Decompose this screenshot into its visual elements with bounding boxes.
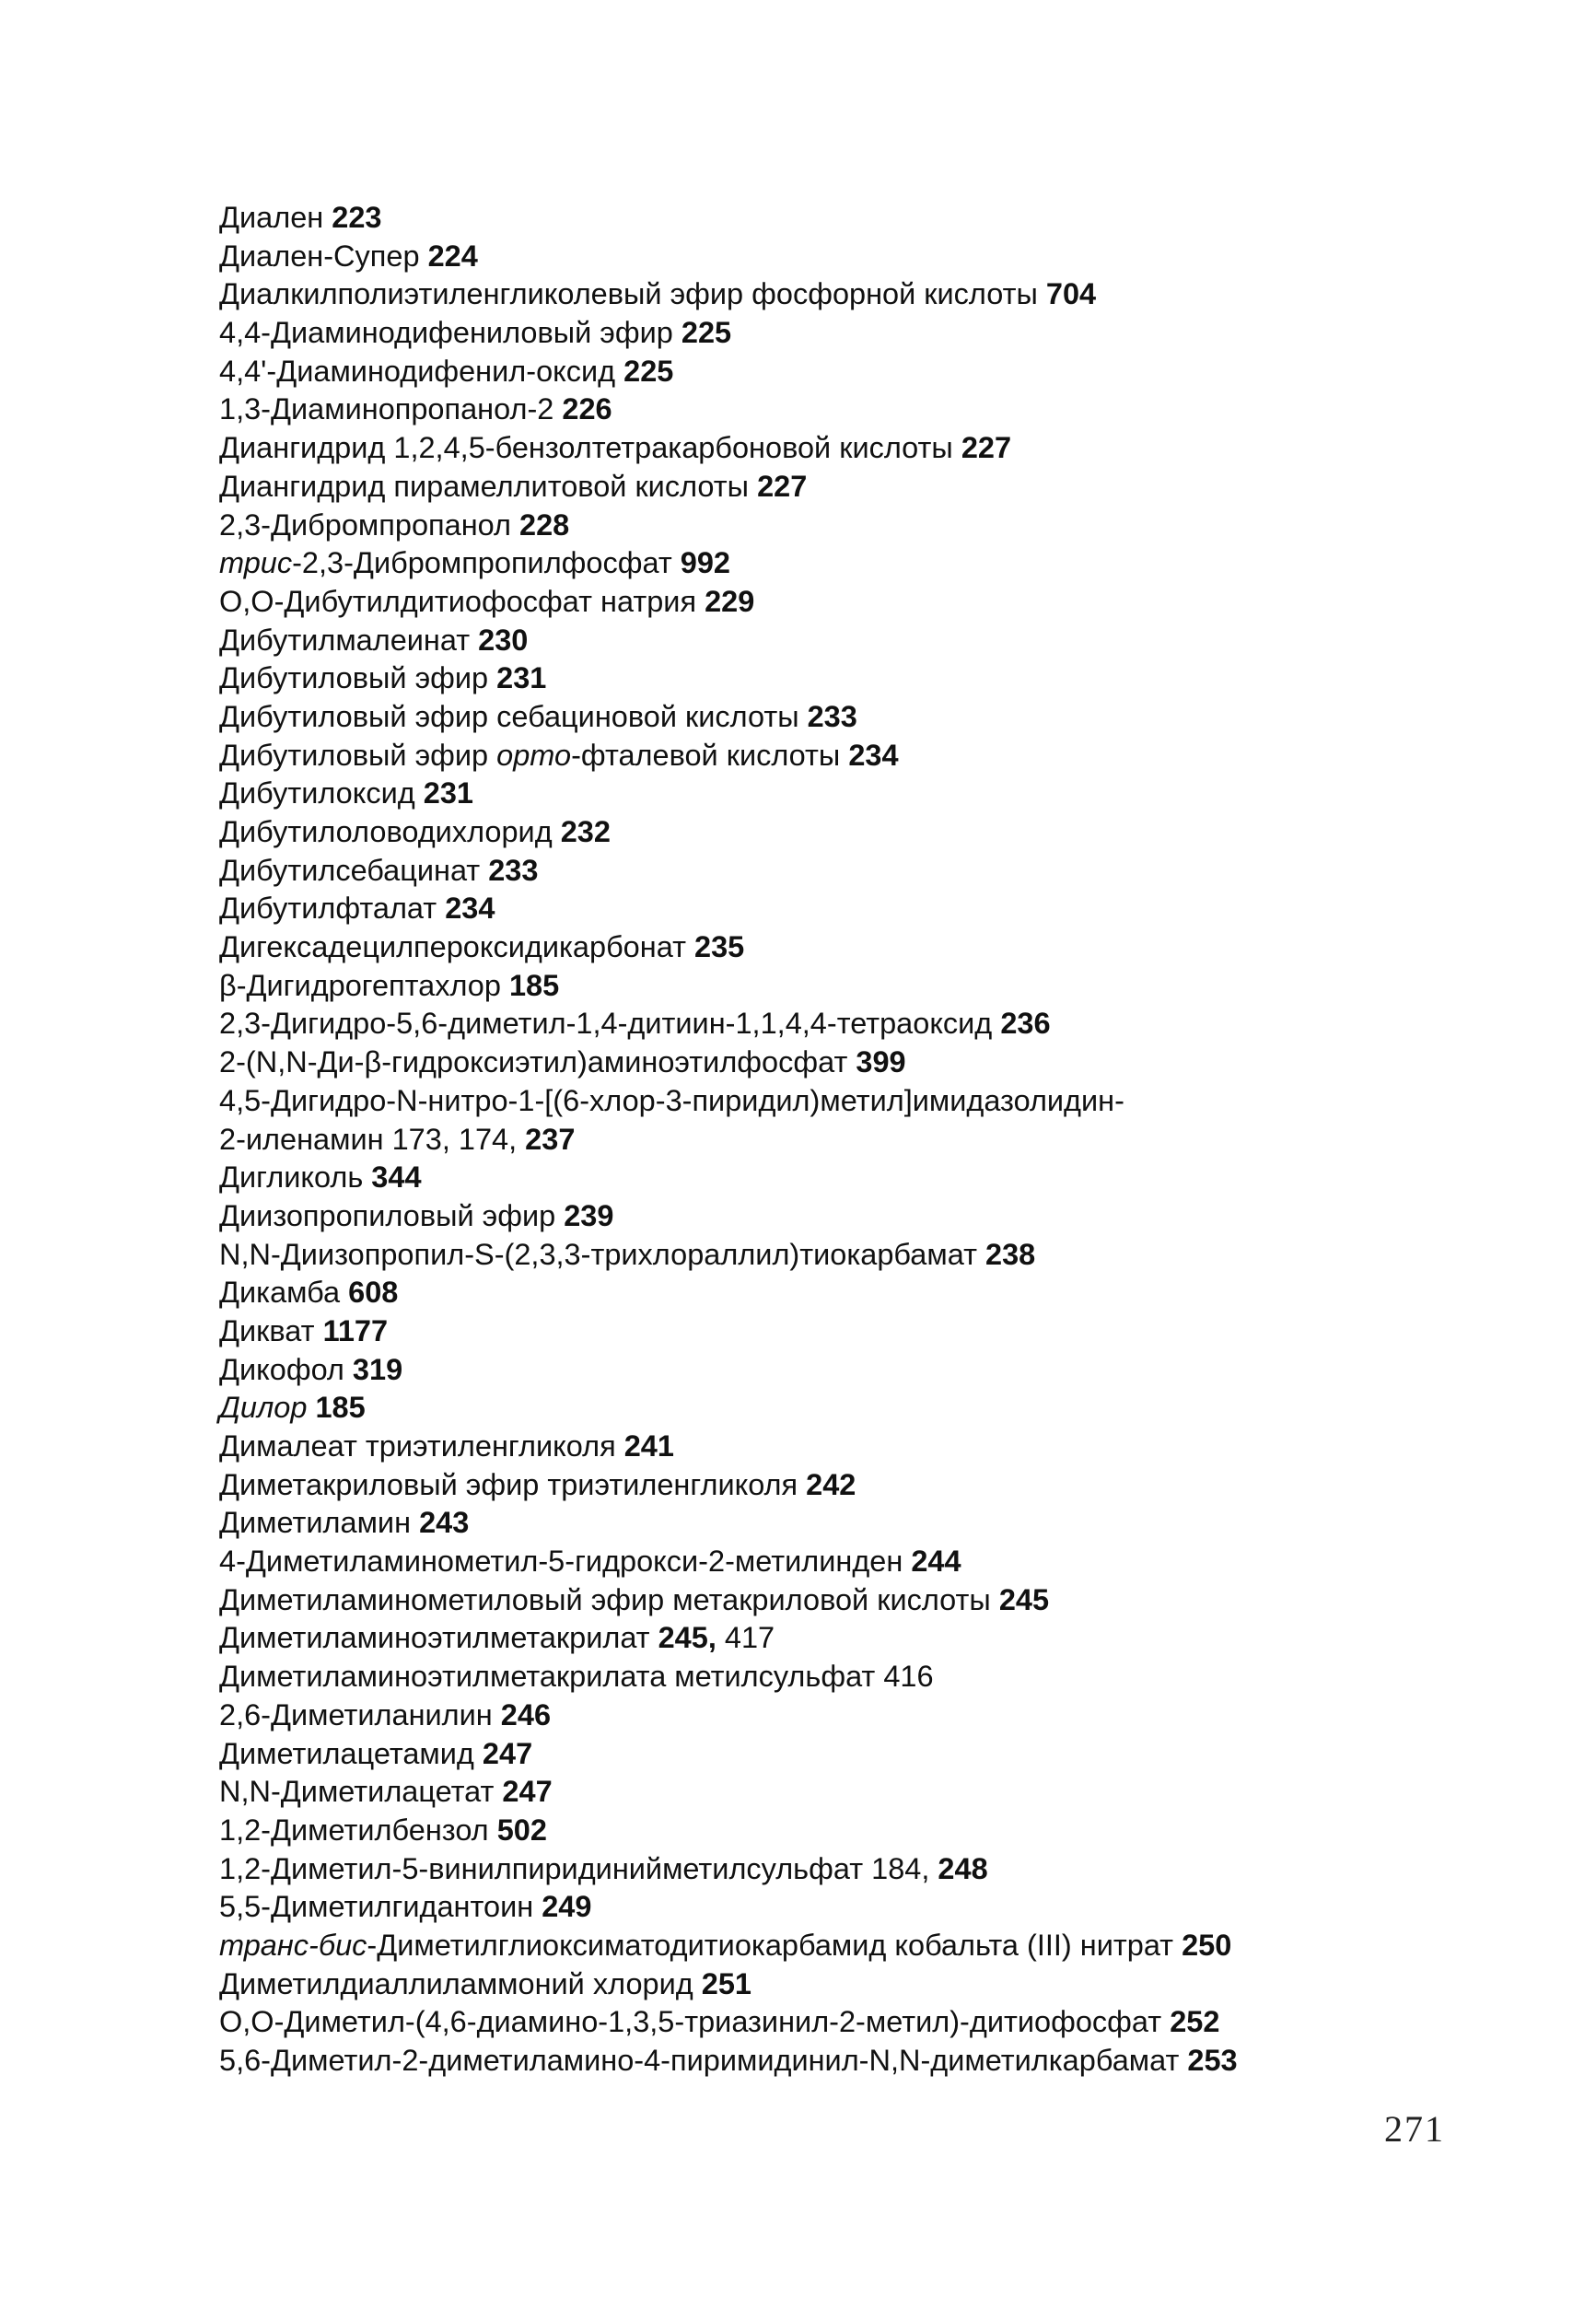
index-term: 5,6-Диметил-2-диметиламино-4-пиримидинил-N,N-диметилкарбамат [219, 2044, 1180, 2077]
index-term: Диметиламиноэтилметакрилат [219, 1621, 650, 1655]
index-term: -2,3-Дибромпропилфосфат [292, 546, 672, 580]
index-pages-bold: 227 [757, 469, 808, 503]
index-entry [219, 468, 1453, 507]
index-pages-bold: 233 [488, 853, 539, 887]
index-entry [219, 659, 1453, 698]
index-entry [219, 890, 1453, 928]
index-pages-bold: 232 [560, 815, 611, 848]
index-pages-bold: 502 [496, 1813, 547, 1847]
index-entry [219, 928, 1453, 967]
index-pages-bold: 234 [445, 892, 495, 926]
index-term: Дигликоль [219, 1160, 364, 1195]
index-pages-bold: 225 [681, 316, 732, 350]
index-term: Диметилдиаллиламмоний хлорид [219, 1966, 693, 2000]
index-term: -Диметилглиоксиматодитиокарбамид кобальта (III) нитрат [367, 1928, 1174, 1962]
index-pages-bold: 249 [542, 1890, 592, 1924]
index-entry [219, 199, 1453, 238]
index-entry [219, 1927, 1453, 1965]
index-entry [219, 1082, 1453, 1121]
index-term: Дималеат триэтиленгликоля [219, 1429, 616, 1463]
index-term: О,О-Диметил-(4,6-диамино-1,3,5-триазинил-2-метил)-дитиофосфат [219, 2005, 1162, 2039]
index-entry [219, 1581, 1453, 1620]
index-entry [219, 1197, 1453, 1236]
index-entry [219, 314, 1453, 353]
index-pages-bold: 250 [1182, 1928, 1232, 1962]
index-term: Дикват [219, 1313, 315, 1347]
index-pages-bold: 247 [502, 1775, 553, 1809]
index-pages-bold: 608 [348, 1276, 399, 1310]
index-term: Дибутиловый эфир себациновой кислоты [219, 699, 799, 733]
index-term: Дикамба [219, 1276, 341, 1310]
index-list [219, 199, 1453, 2081]
index-term: 1,2-Диметилбензол [219, 1813, 489, 1847]
index-pages-bold: 185 [508, 968, 560, 1002]
index-entry [219, 2042, 1453, 2081]
index-term: 1,3-Диаминопропанол-2 [219, 392, 554, 426]
index-entry [219, 1812, 1453, 1850]
index-term: 2-(N,N-Ди-β-гидроксиэтил)аминоэтилфосфат [219, 1045, 848, 1079]
index-term: Дибутиловый эфир [219, 738, 497, 772]
index-pages-bold: 243 [419, 1506, 470, 1540]
index-term-tail: -фталевой кислоты [571, 738, 841, 772]
index-entry [219, 429, 1453, 468]
index-entry [219, 507, 1453, 545]
index-term: N,N-Диизопропил-S-(2,3,3-трихлораллил)тиокарбамат [219, 1237, 977, 1271]
index-term: Диизопропиловый эфир [219, 1198, 556, 1232]
index-pages-bold: 234 [848, 738, 899, 772]
index-entry [219, 852, 1453, 891]
index-term: Диален-Супер [219, 239, 420, 273]
index-pages-bold: 235 [694, 930, 745, 964]
index-entry [219, 1697, 1453, 1735]
index-pages-bold: 238 [985, 1237, 1036, 1271]
index-pages-bold: 344 [371, 1160, 422, 1195]
index-term: 2,3-Дигидро-5,6-диметил-1,4-дитиин-1,1,4,4-тетраоксид [219, 1007, 993, 1041]
index-pages: 416 [883, 1660, 934, 1694]
index-pages-bold: 319 [352, 1352, 403, 1386]
index-term: О,О-Дибутилдитиофосфат натрия [219, 584, 697, 618]
index-pages-bold: 236 [1000, 1007, 1051, 1041]
index-entry [219, 622, 1453, 660]
index-term: N,N-Диметилацетат [219, 1775, 495, 1809]
index-pages-bold: 253 [1187, 2044, 1238, 2077]
index-term: Диангидрид 1,2,4,5-бензолтетракарбоновой кислоты [219, 431, 953, 465]
index-entry [219, 1619, 1453, 1658]
index-pages-bold: 241 [623, 1429, 674, 1463]
index-entry [219, 391, 1453, 429]
index-entry [219, 1389, 1453, 1428]
index-term-prefix: орто [496, 738, 572, 772]
index-pages-bold: 231 [423, 776, 473, 810]
index-term: Диметиламинометиловый эфир метакриловой кислоты [219, 1582, 991, 1616]
index-term: Диметилацетамид [219, 1736, 474, 1770]
index-pages-bold: 251 [701, 1966, 751, 2000]
index-term: Диангидрид пирамеллитовой кислоты [219, 469, 750, 503]
index-term: Диалкилполиэтиленгликолевый эфир фосфорной кислоты [219, 277, 1038, 311]
index-entry [219, 1005, 1453, 1044]
index-pages-bold: 233 [807, 699, 857, 733]
index-term-prefix: трис [219, 546, 293, 580]
index-pages-bold: 704 [1045, 277, 1097, 311]
index-entry [219, 1850, 1453, 1889]
index-entry [219, 1236, 1453, 1275]
index-pages-bold: 237 [525, 1122, 576, 1156]
index-pages-bold: 247 [482, 1736, 533, 1770]
index-pages-bold: 246 [500, 1697, 552, 1731]
index-entry [219, 1159, 1453, 1197]
index-entry [219, 813, 1453, 852]
index-entry [219, 1543, 1453, 1581]
index-entry [219, 544, 1453, 583]
index-entry [219, 583, 1453, 622]
page-number: 271 [1384, 2108, 1445, 2150]
index-entry [219, 1735, 1453, 1774]
index-pages-bold: 992 [680, 546, 730, 580]
index-entry [219, 1121, 1453, 1160]
index-pages-bold: 239 [564, 1198, 614, 1232]
index-term: Дилор [219, 1391, 308, 1425]
index-term: Дикофол [219, 1352, 344, 1386]
index-entry [219, 1965, 1453, 2004]
index-pages-bold: 227 [961, 431, 1012, 465]
index-pages-bold: 228 [519, 507, 570, 542]
index-pages-bold: 245 [998, 1582, 1050, 1616]
index-entry [219, 353, 1453, 391]
index-term: 4,4-Диаминодифениловый эфир [219, 316, 673, 350]
index-entry [219, 238, 1453, 276]
index-entry [219, 1428, 1453, 1466]
index-term: 5,5-Диметилгидантоин [219, 1890, 534, 1924]
index-term: 4,4'-Диаминодифенил-оксид [219, 354, 616, 388]
index-term: Дибутилоксид [219, 776, 415, 810]
index-term: 2,6-Диметиланилин [219, 1697, 493, 1731]
index-term: Дибутилфталат [219, 892, 437, 926]
index-entry [219, 1312, 1453, 1351]
index-entry [219, 698, 1453, 737]
index-entry [219, 737, 1453, 775]
index-term: Диметиламиноэтилметакрилата метилсульфат [219, 1660, 876, 1694]
index-pages-bold: 224 [427, 239, 478, 273]
index-term: Дибутилсебацинат [219, 853, 481, 887]
index-entry [219, 2003, 1453, 2042]
index-pages-bold: 399 [856, 1045, 906, 1079]
index-pages: 173, 174, [391, 1122, 518, 1156]
index-pages-bold: 244 [911, 1545, 961, 1579]
index-pages-bold: 231 [496, 661, 547, 695]
index-pages-bold: 248 [938, 1851, 988, 1885]
index-pages: 417 [724, 1621, 775, 1655]
index-pages-bold: 226 [562, 392, 612, 426]
index-term: β-Дигидрогептахлор [219, 968, 501, 1002]
index-term: 2,3-Дибромпропанол [219, 507, 511, 542]
index-term: Дибутилоловодихлорид [219, 815, 553, 848]
index-pages-bold: 229 [705, 584, 755, 618]
index-pages: 184, [871, 1851, 930, 1885]
index-entry [219, 1274, 1453, 1312]
index-term: Дибутилмалеинат [219, 623, 471, 657]
index-pages-bold: 230 [478, 623, 529, 657]
index-entry [219, 275, 1453, 314]
index-pages-bold: 185 [315, 1391, 366, 1425]
index-pages-bold: 223 [332, 201, 382, 234]
index-pages-bold: 245, [658, 1621, 716, 1655]
index-term: Дигексадецилпероксидикарбонат [219, 930, 686, 964]
index-entry [219, 1658, 1453, 1697]
index-entry [219, 775, 1453, 813]
index-term: Диален [219, 201, 324, 234]
index-term: 1,2-Диметил-5-винилпиридинийметилсульфат [219, 1851, 864, 1885]
index-pages-bold: 252 [1170, 2005, 1220, 2039]
index-pages-bold: 1177 [322, 1313, 389, 1347]
index-entry [219, 1044, 1453, 1082]
index-term: 4-Диметиламинометил-5-гидрокси-2-метилинден [219, 1545, 903, 1579]
index-entry [219, 1773, 1453, 1812]
index-term-prefix: транс-бис [219, 1928, 367, 1962]
index-entry [219, 1351, 1453, 1390]
index-term: 2-иленамин [219, 1122, 384, 1156]
index-entry [219, 1504, 1453, 1543]
index-entry [219, 1888, 1453, 1927]
index-entry [219, 1466, 1453, 1505]
index-term: Дибутиловый эфир [219, 661, 489, 695]
index-pages-bold: 225 [623, 354, 674, 388]
index-term: Диметиламин [219, 1506, 412, 1540]
index-term: Диметакриловый эфир триэтиленгликоля [219, 1467, 798, 1501]
index-entry [219, 967, 1453, 1006]
index-term: 4,5-Дигидро-N-нитро-1-[(6-хлор-3-пиридил)метил]имидазолидин- [219, 1083, 1124, 1117]
index-pages-bold: 242 [806, 1467, 856, 1501]
